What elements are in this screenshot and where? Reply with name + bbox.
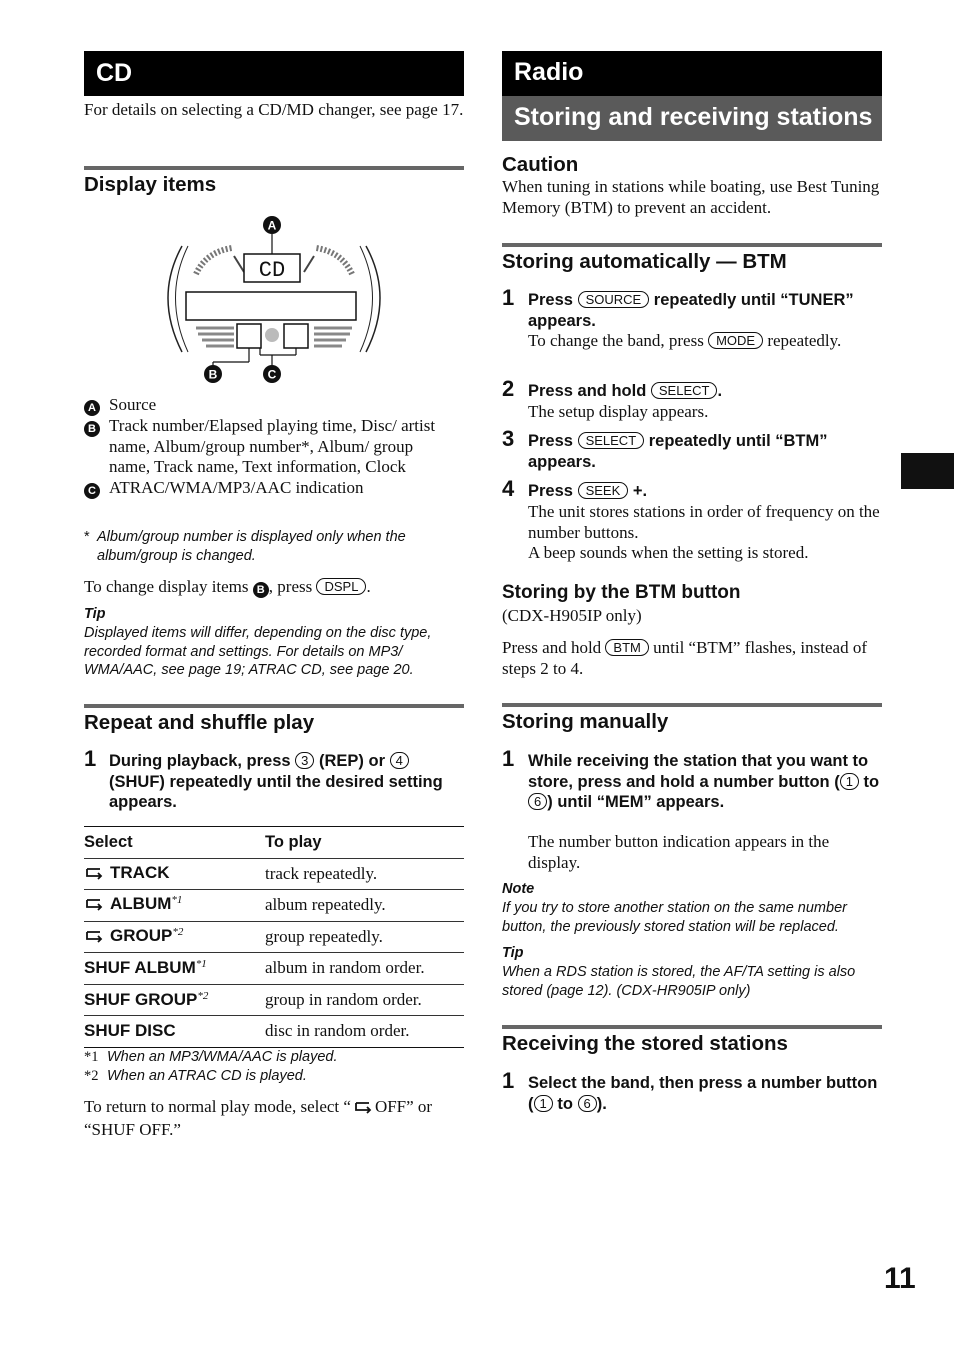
step-text: . [717, 382, 723, 400]
callout-c: C [267, 367, 277, 382]
step-number: 1 [502, 746, 515, 771]
change-mid: , press [268, 577, 313, 596]
step-detail: repeatedly. [767, 331, 842, 350]
change-display-instruction [84, 577, 464, 598]
display-footnote [84, 528, 464, 565]
note-label: Note [502, 881, 535, 897]
step-detail: To change the band, press [528, 331, 704, 350]
legend-text: ATRAC/WMA/MP3/AAC indication [109, 477, 364, 497]
select-key: SELECT [651, 382, 718, 399]
select-label: SHUF ALBUM [84, 958, 196, 978]
receiving-heading: Receiving the stored stations [502, 1032, 788, 1055]
table-row [84, 921, 464, 953]
footnote-ref: *2 [172, 925, 184, 938]
btm-step-2 [528, 381, 882, 402]
btm-step-4-detail [528, 502, 882, 564]
key-1: 1 [534, 1095, 553, 1112]
caution-heading: Caution [502, 153, 579, 176]
play-cell: group repeatedly. [265, 921, 464, 953]
step-text: +. [632, 482, 648, 500]
display-panel-icon [84, 212, 464, 387]
step-number: 3 [502, 426, 515, 451]
step-number: 4 [502, 476, 515, 501]
select-label: GROUP [110, 925, 173, 945]
step-text: repeatedly until “BTM” appears. [528, 432, 828, 471]
step-text: Select the band, then press a number button ( [528, 1074, 878, 1113]
step-text: to [863, 772, 880, 791]
tip-text: Displayed items will differ, depending on the disc type, recorded format and settings. For details on MP3/ WMA/AAC, see page 19; ATRAC CD, see page 20. [84, 625, 432, 678]
btm-step-3 [528, 431, 882, 472]
step-number: 2 [502, 376, 515, 401]
select-cell [84, 858, 265, 890]
legend-item [84, 478, 464, 499]
repeat-icon [84, 865, 104, 885]
btm-heading: Storing automatically — BTM [502, 250, 787, 273]
step-number: 1 [502, 285, 515, 310]
receiving-step-1 [528, 1073, 882, 1114]
section-divider [502, 243, 882, 247]
storing-banner-title: Storing and receiving stations [514, 103, 873, 131]
step-text: (SHUF) repeatedly until the desired setting appears. [109, 772, 443, 811]
footnote-mark: *2 [84, 1067, 99, 1084]
select-cell [84, 890, 265, 922]
return-text: OFF” or “SHUF OFF.” [84, 1097, 433, 1139]
step-text: Press [528, 291, 573, 309]
legend-item [84, 416, 464, 478]
col-play: To play [265, 827, 464, 859]
seek-key: SEEK [578, 482, 629, 499]
step-text: During playback, press [109, 752, 291, 770]
footnote-text: Album/group number is displayed only when the album/group is changed. [97, 529, 406, 564]
display-legend [84, 395, 464, 499]
play-cell: album in random order. [265, 953, 464, 985]
step-detail: The unit stores stations in order of frequency on the number buttons. [528, 502, 880, 542]
legend-mark: B [84, 421, 100, 437]
storing-subsection-banner [502, 96, 882, 141]
btm-button-text [502, 638, 882, 679]
note-text: If you try to store another station on the same number button, the previously stored station will be replaced. [502, 900, 847, 935]
footnote-text: When an MP3/WMA/AAC is played. [107, 1049, 338, 1065]
key-6: 6 [578, 1095, 597, 1112]
tip-text: When a RDS station is stored, the AF/TA setting is also stored (page 12). (CDX-HR905IP only) [502, 964, 856, 999]
footnote-mark: *1 [84, 1049, 99, 1065]
tip-label: Tip [84, 606, 106, 622]
footnote-mark: * [84, 529, 90, 545]
play-mode-table [84, 826, 464, 1048]
legend-mark: A [84, 400, 100, 416]
btm-step-1 [528, 290, 882, 331]
footnote-text: When an ATRAC CD is played. [107, 1067, 307, 1084]
callout-a: A [267, 218, 277, 233]
step-text: to [557, 1094, 573, 1113]
select-cell [84, 921, 265, 953]
select-label: SHUF GROUP [84, 989, 198, 1009]
step-number: 1 [84, 746, 97, 771]
key-4: 4 [390, 752, 409, 769]
repeat-icon [84, 928, 104, 948]
section-divider [84, 166, 464, 170]
btm-step-1-detail [528, 331, 882, 352]
footnote-ref: *1 [195, 958, 207, 971]
legend-item [84, 395, 464, 416]
table-row [84, 1016, 464, 1048]
legend-text: Track number/Elapsed playing time, Disc/ artist name, Album/group number*, Album/ group name, Track name, Text information, Clock [109, 416, 436, 476]
display-items-heading: Display items [84, 173, 217, 196]
btm-step-2-detail: The setup display appears. [528, 402, 709, 421]
change-prefix: To change display items [84, 577, 249, 596]
table-row [84, 953, 464, 985]
legend-text: Source [109, 395, 157, 414]
cd-intro-text: For details on selecting a CD/MD changer, see page 17. [84, 100, 464, 119]
play-cell: track repeatedly. [265, 858, 464, 890]
repeat-icon [353, 1099, 373, 1120]
step-text: ). [596, 1094, 607, 1113]
btm-step-4 [528, 481, 882, 502]
table-row [84, 858, 464, 890]
step-text: Press [528, 432, 573, 450]
display-source-text: CD [258, 258, 286, 283]
step-text: ) until “MEM” appears. [547, 793, 725, 811]
storing-manually-heading: Storing manually [502, 710, 669, 733]
section-divider [502, 703, 882, 707]
radio-banner-title: Radio [514, 58, 584, 86]
select-cell [84, 1016, 265, 1048]
select-cell [84, 984, 265, 1016]
source-key: SOURCE [578, 291, 650, 308]
step-number: 1 [502, 1068, 515, 1093]
return-text: To return to normal play mode, select “ [84, 1097, 351, 1116]
step-text: (REP) or [319, 752, 385, 770]
table-footnote [84, 1048, 464, 1067]
step-text: Press and hold [528, 382, 647, 400]
table-header-row [84, 827, 464, 859]
btm-text: Press and hold [502, 638, 602, 657]
footnote-ref: *2 [197, 989, 209, 1002]
repeat-shuffle-heading: Repeat and shuffle play [84, 711, 315, 734]
chapter-thumb-tab [901, 453, 954, 489]
dspl-key: DSPL [316, 578, 366, 595]
caution-text: When tuning in stations while boating, use Best Tuning Memory (BTM) to prevent an accident. [502, 177, 880, 217]
repeat-step [109, 751, 464, 813]
callout-b: B [208, 367, 218, 382]
select-cell [84, 953, 265, 985]
page-number: 11 [884, 1262, 916, 1295]
radio-section-banner [502, 51, 882, 96]
section-divider [84, 704, 464, 708]
step-text: While receiving the station that you want to store, press and hold a number button ( [528, 752, 869, 791]
mode-key: MODE [708, 332, 763, 349]
display-illustration [84, 212, 464, 387]
step-detail: A beep sounds when the setting is stored. [528, 543, 809, 562]
key-1: 1 [840, 773, 859, 790]
select-label: ALBUM [110, 894, 172, 914]
table-footnotes [84, 1048, 464, 1085]
change-end: . [366, 577, 371, 596]
select-key: SELECT [578, 432, 645, 449]
select-label: TRACK [110, 862, 170, 882]
key-3: 3 [295, 752, 314, 769]
legend-mark: C [84, 483, 100, 499]
table-row [84, 890, 464, 922]
select-label: SHUF DISC [84, 1021, 176, 1041]
manual-step-1 [528, 751, 882, 813]
footnote-ref: *1 [171, 894, 183, 907]
btm-button-heading: Storing by the BTM button [502, 582, 741, 603]
tip-label: Tip [502, 945, 524, 961]
change-mark: B [253, 582, 269, 598]
play-cell: disc in random order. [265, 1016, 464, 1048]
table-footnote [84, 1067, 464, 1086]
btm-key: BTM [605, 639, 648, 656]
key-6: 6 [528, 793, 547, 810]
step-text: Press [528, 482, 573, 500]
col-select: Select [84, 827, 265, 859]
manual-step-1-detail: The number button indication appears in the display. [528, 832, 830, 872]
btm-text: until “BTM” flashes, instead of steps 2 to 4. [502, 638, 867, 678]
return-normal-instruction [84, 1097, 464, 1140]
section-divider [502, 1025, 882, 1029]
play-cell: album repeatedly. [265, 890, 464, 922]
cd-section-banner [84, 51, 464, 96]
cd-banner-title: CD [96, 59, 133, 87]
repeat-icon [84, 896, 104, 916]
btm-button-model: (CDX-H905IP only) [502, 606, 642, 625]
step-text: repeatedly until “TUNER” appears. [528, 291, 854, 330]
play-cell: group in random order. [265, 984, 464, 1016]
table-row [84, 984, 464, 1016]
